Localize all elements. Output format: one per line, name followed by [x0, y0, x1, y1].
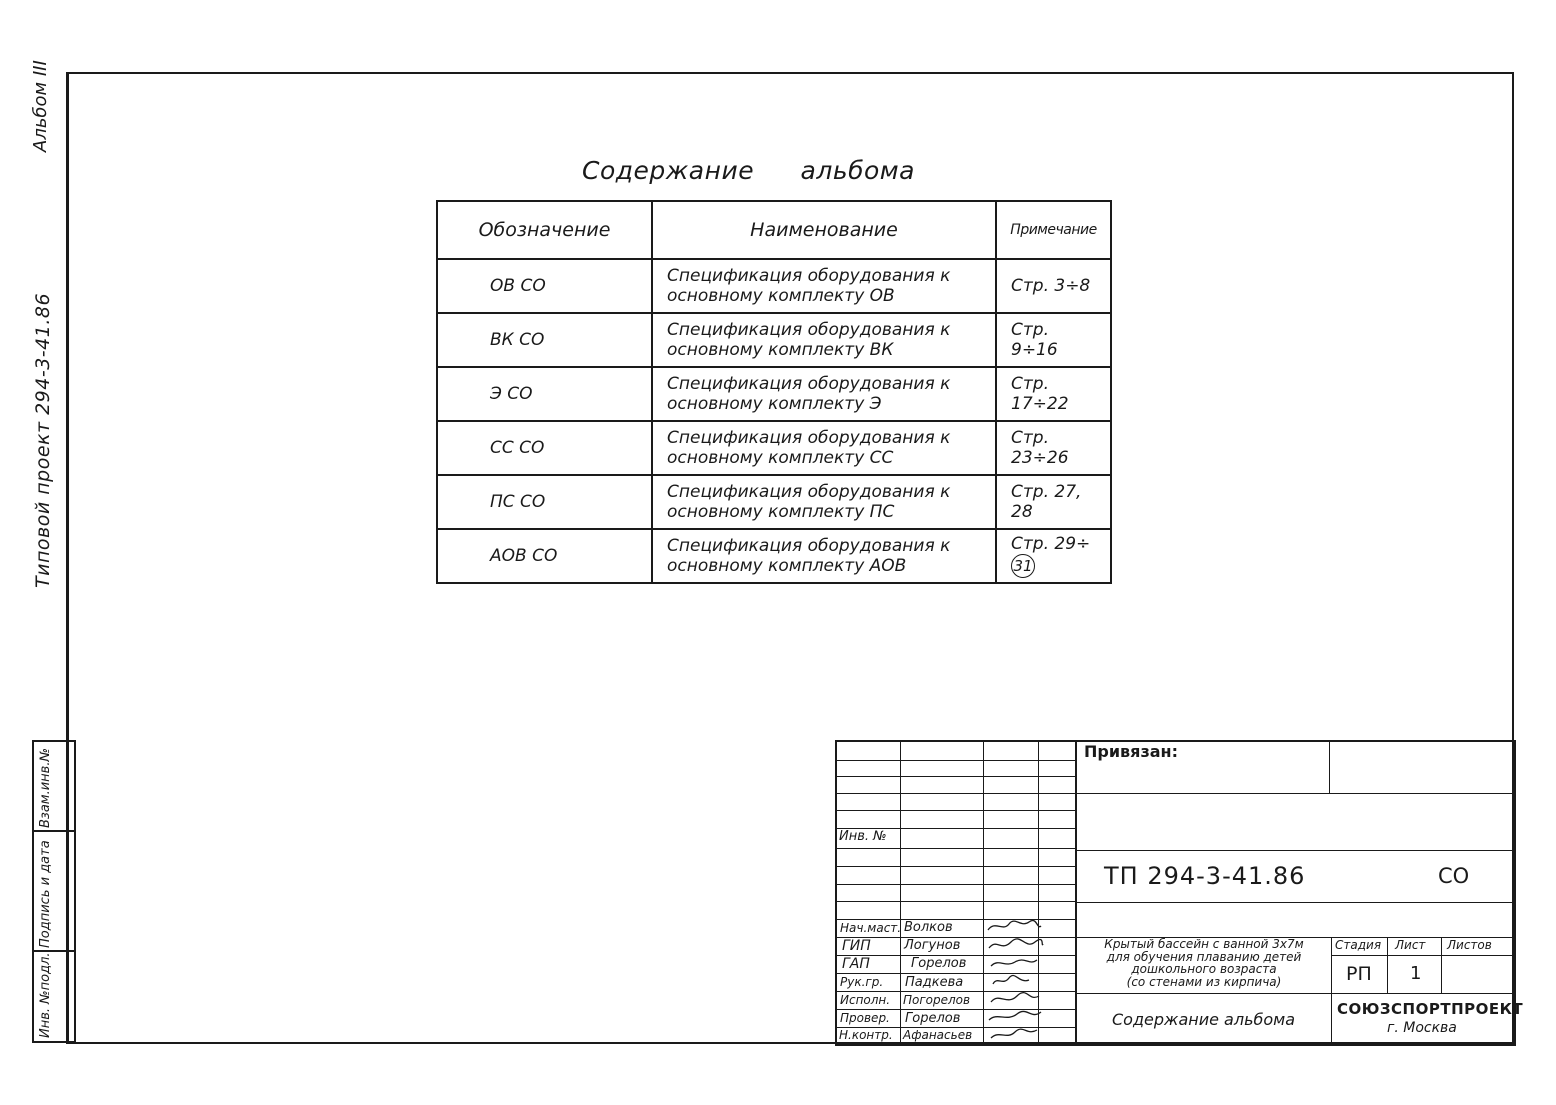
person-name: Погорелов: [903, 993, 971, 1007]
page-title: Содержание альбома: [582, 156, 915, 185]
grid-line: [983, 740, 984, 1046]
row-code: Э СО: [437, 367, 652, 421]
grid-line: [835, 810, 1075, 811]
row-name: Спецификация оборудования к основному комплекту ОВ: [652, 259, 996, 313]
role-label: Провер.: [840, 1011, 890, 1025]
stage-value: РП: [1346, 963, 1372, 985]
person-name: Горелов: [911, 956, 967, 971]
sheet-title: Содержание альбома: [1112, 1010, 1296, 1029]
person-name: Афанасьев: [903, 1028, 973, 1042]
table-row: [437, 421, 1111, 475]
grid-line: [900, 740, 901, 1046]
sheet-header: Лист: [1395, 938, 1426, 952]
role-label: Исполн.: [840, 993, 891, 1007]
grid-line: [1075, 902, 1516, 903]
grid-line: [1075, 850, 1516, 851]
grid-line: [1331, 955, 1516, 956]
contents-table: [436, 200, 1112, 584]
row-note: Стр. 17÷22: [996, 367, 1111, 421]
grid-line: [835, 776, 1075, 777]
grid-line: [835, 901, 1075, 902]
table-row: [437, 259, 1111, 313]
album-label: Альбом III: [30, 60, 51, 152]
signatures-image: [985, 918, 1045, 1046]
grid-line: [835, 866, 1075, 867]
row-note: Стр. 29÷31: [996, 529, 1111, 583]
grid-line: [1075, 793, 1516, 794]
role-label: ГИП: [842, 938, 871, 954]
table-header-row: [437, 201, 1111, 259]
stamp-label-replace: Взам.инв.№: [38, 748, 53, 828]
organization-name: СОЮЗСПОРТПРОЕКТ: [1337, 1000, 1524, 1018]
grid-line: [1075, 740, 1077, 1046]
grid-line: [835, 848, 1075, 849]
row-code: ОВ СО: [437, 259, 652, 313]
table-row: [437, 367, 1111, 421]
stamp-cell-signature: [34, 832, 74, 952]
row-name: Спецификация оборудования к основному комплекту АОВ: [652, 529, 996, 583]
role-label: Рук.гр.: [840, 975, 884, 989]
person-name: Падкева: [905, 975, 964, 990]
person-name: Горелов: [905, 1011, 961, 1026]
stamp-cell-inv: [34, 952, 74, 1041]
grid-line: [1331, 937, 1332, 1046]
organization-city: г. Москва: [1387, 1020, 1457, 1036]
header-note: Примечание: [996, 201, 1111, 259]
grid-line: [1329, 740, 1330, 793]
circled-page-number: 31: [1011, 554, 1035, 578]
row-name: Спецификация оборудования к основному комплекту ВК: [652, 313, 996, 367]
grid-line: [1441, 937, 1442, 993]
sheets-header: Листов: [1447, 938, 1492, 952]
row-name: Спецификация оборудования к основному комплекту Э: [652, 367, 996, 421]
doc-code: ТП 294-3-41.86: [1104, 862, 1306, 890]
grid-line: [1387, 937, 1388, 993]
row-name: Спецификация оборудования к основному комплекту СС: [652, 421, 996, 475]
role-label: Н.контр.: [839, 1028, 893, 1042]
margin-stamp: [32, 740, 76, 1043]
grid-line: [835, 760, 1075, 761]
row-code: ПС СО: [437, 475, 652, 529]
doc-mark: СО: [1438, 864, 1470, 888]
header-designation: Обозначение: [437, 201, 652, 259]
row-note: Стр. 27, 28: [996, 475, 1111, 529]
person-name: Волков: [904, 920, 953, 935]
stamp-cell-replace: [34, 742, 74, 832]
sheet-value: 1: [1410, 963, 1422, 984]
row-code: ВК СО: [437, 313, 652, 367]
grid-line: [1075, 993, 1516, 994]
grid-line: [835, 793, 1075, 794]
role-label: ГАП: [842, 956, 870, 972]
table-row: [437, 313, 1111, 367]
role-label: Нач.маст.: [840, 921, 902, 935]
object-description: Крытый бассейн с ванной 3х7м для обучения плаванию детей дошкольного возраста (со стенами из кирпича): [1104, 937, 1304, 989]
person-name: Логунов: [904, 938, 961, 953]
row-note: Стр. 9÷16: [996, 313, 1111, 367]
row-note: Стр. 23÷26: [996, 421, 1111, 475]
stamp-label-signature: Подпись и дата: [38, 840, 53, 948]
row-code: АОВ СО: [437, 529, 652, 583]
inv-no-label: Инв. №: [839, 829, 887, 844]
project-number-vertical: Типовой проект 294-3-41.86: [32, 292, 54, 588]
privyazan-label: Привязан:: [1084, 742, 1178, 761]
row-name: Спецификация оборудования к основному комплекту ПС: [652, 475, 996, 529]
row-code: СС СО: [437, 421, 652, 475]
stamp-label-inv: Инв. №подл.: [38, 952, 53, 1038]
header-name: Наименование: [652, 201, 996, 259]
table-row: [437, 529, 1111, 583]
row-note: Стр. 3÷8: [996, 259, 1111, 313]
grid-line: [835, 884, 1075, 885]
stage-header: Стадия: [1335, 938, 1382, 952]
table-row: [437, 475, 1111, 529]
